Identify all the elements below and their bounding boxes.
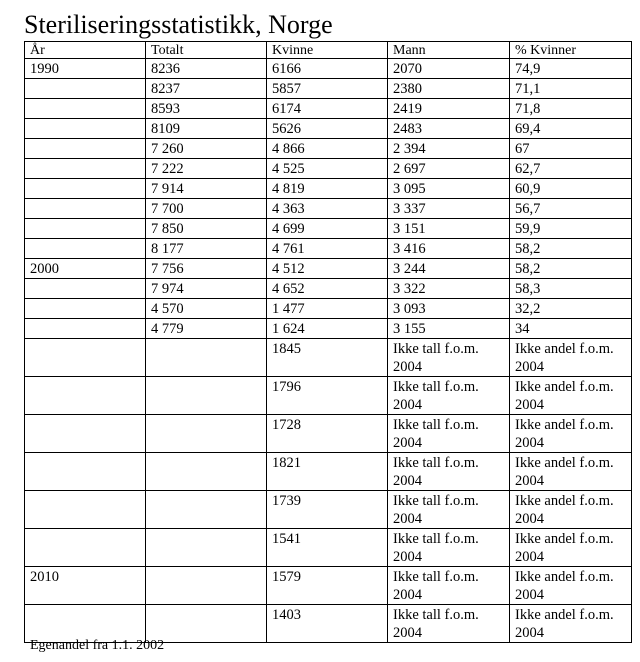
cell-men: 2 394 [388,139,510,159]
cell-percent-women: 71,1 [510,79,632,99]
cell-women: 1403 [267,605,388,643]
header-year: År [25,42,146,59]
cell-percent-women: 69,4 [510,119,632,139]
table-row [25,199,632,219]
cell-men: 3 244 [388,259,510,279]
cell-women: 1579 [267,567,388,605]
cell-year [25,319,146,339]
cell-men: 2070 [388,59,510,79]
cell-total [146,529,267,567]
cell-percent-women: Ikke andel f.o.m. 2004 [510,605,632,643]
cell-women: 1 624 [267,319,388,339]
table-row [25,239,632,259]
cell-year [25,339,146,377]
cell-women: 1845 [267,339,388,377]
table-row [25,259,632,279]
cell-women: 4 363 [267,199,388,219]
cell-year [25,453,146,491]
cell-year [25,279,146,299]
cell-total: 7 756 [146,259,267,279]
cell-total: 4 779 [146,319,267,339]
cell-year: 1990 [25,59,146,79]
table-row [25,99,632,119]
table-row [25,279,632,299]
cell-year [25,199,146,219]
table-row [25,377,632,415]
cell-year [25,219,146,239]
cell-men: 2 697 [388,159,510,179]
cell-percent-women: 32,2 [510,299,632,319]
cell-total: 7 914 [146,179,267,199]
cell-men: Ikke tall f.o.m. 2004 [388,491,510,529]
cell-men: Ikke tall f.o.m. 2004 [388,377,510,415]
cell-total: 7 222 [146,159,267,179]
cell-percent-women: 74,9 [510,59,632,79]
header-women: Kvinne [267,42,388,59]
table-row [25,319,632,339]
cell-total: 7 260 [146,139,267,159]
cell-total [146,453,267,491]
cell-women: 4 819 [267,179,388,199]
cell-percent-women: 67 [510,139,632,159]
cell-men: 2483 [388,119,510,139]
cell-women: 1739 [267,491,388,529]
header-percent-women: % Kvinner [510,42,632,59]
cell-total: 7 850 [146,219,267,239]
cell-total [146,377,267,415]
cell-men: 2419 [388,99,510,119]
cell-total: 4 570 [146,299,267,319]
table-row [25,415,632,453]
cell-percent-women: Ikke andel f.o.m. 2004 [510,453,632,491]
table-row [25,179,632,199]
cell-percent-women: 56,7 [510,199,632,219]
table-row [25,453,632,491]
cell-women: 1 477 [267,299,388,319]
cell-year [25,159,146,179]
cell-men: Ikke tall f.o.m. 2004 [388,529,510,567]
table-row [25,567,632,605]
table-row [25,491,632,529]
cell-women: 4 699 [267,219,388,239]
cell-percent-women: 60,9 [510,179,632,199]
cell-women: 1821 [267,453,388,491]
cell-women: 5626 [267,119,388,139]
cell-percent-women: Ikke andel f.o.m. 2004 [510,377,632,415]
cell-women: 6174 [267,99,388,119]
cell-total [146,415,267,453]
cell-year [25,139,146,159]
footnote: Egenandel fra 1.1. 2002 [30,638,165,653]
cell-total: 8 177 [146,239,267,259]
cell-total: 7 974 [146,279,267,299]
cell-year [25,119,146,139]
cell-total: 8237 [146,79,267,99]
table-row [25,219,632,239]
table-row [25,139,632,159]
cell-percent-women: 34 [510,319,632,339]
cell-men: 3 337 [388,199,510,219]
cell-percent-women: 59,9 [510,219,632,239]
cell-men: 3 416 [388,239,510,259]
cell-women: 4 512 [267,259,388,279]
cell-year: 2010 [25,567,146,605]
cell-percent-women: 58,2 [510,259,632,279]
cell-year [25,529,146,567]
cell-women: 1796 [267,377,388,415]
cell-percent-women: Ikke andel f.o.m. 2004 [510,339,632,377]
table-row [25,59,632,79]
cell-women: 4 525 [267,159,388,179]
table-row [25,529,632,567]
cell-men: Ikke tall f.o.m. 2004 [388,453,510,491]
cell-percent-women: 62,7 [510,159,632,179]
header-total: Totalt [146,42,267,59]
cell-total [146,339,267,377]
cell-percent-women: Ikke andel f.o.m. 2004 [510,567,632,605]
sterilization-table [24,41,632,643]
cell-year [25,377,146,415]
cell-women: 4 866 [267,139,388,159]
cell-men: Ikke tall f.o.m. 2004 [388,339,510,377]
cell-total: 8236 [146,59,267,79]
cell-year [25,239,146,259]
table-row [25,299,632,319]
table-row [25,79,632,99]
cell-year [25,99,146,119]
cell-men: 2380 [388,79,510,99]
cell-total: 8593 [146,99,267,119]
header-men: Mann [388,42,510,59]
cell-women: 4 761 [267,239,388,259]
cell-women: 6166 [267,59,388,79]
cell-men: Ikke tall f.o.m. 2004 [388,415,510,453]
cell-percent-women: Ikke andel f.o.m. 2004 [510,529,632,567]
cell-women: 5857 [267,79,388,99]
table-row [25,159,632,179]
cell-total [146,567,267,605]
cell-men: 3 322 [388,279,510,299]
cell-men: 3 095 [388,179,510,199]
cell-total: 7 700 [146,199,267,219]
table-body [25,59,632,643]
cell-percent-women: 58,2 [510,239,632,259]
cell-total: 8109 [146,119,267,139]
cell-men: Ikke tall f.o.m. 2004 [388,605,510,643]
table-header-row [25,42,632,59]
cell-year [25,79,146,99]
cell-men: 3 155 [388,319,510,339]
cell-men: 3 093 [388,299,510,319]
cell-women: 1541 [267,529,388,567]
cell-total [146,491,267,529]
cell-year [25,299,146,319]
cell-year [25,491,146,529]
cell-year [25,179,146,199]
cell-men: 3 151 [388,219,510,239]
cell-percent-women: 71,8 [510,99,632,119]
cell-women: 4 652 [267,279,388,299]
cell-year [25,415,146,453]
cell-percent-women: Ikke andel f.o.m. 2004 [510,415,632,453]
cell-men: Ikke tall f.o.m. 2004 [388,567,510,605]
cell-percent-women: 58,3 [510,279,632,299]
table-row [25,119,632,139]
cell-percent-women: Ikke andel f.o.m. 2004 [510,491,632,529]
cell-year: 2000 [25,259,146,279]
page-title: Steriliseringsstatistikk, Norge [24,10,333,39]
table-row [25,339,632,377]
cell-women: 1728 [267,415,388,453]
